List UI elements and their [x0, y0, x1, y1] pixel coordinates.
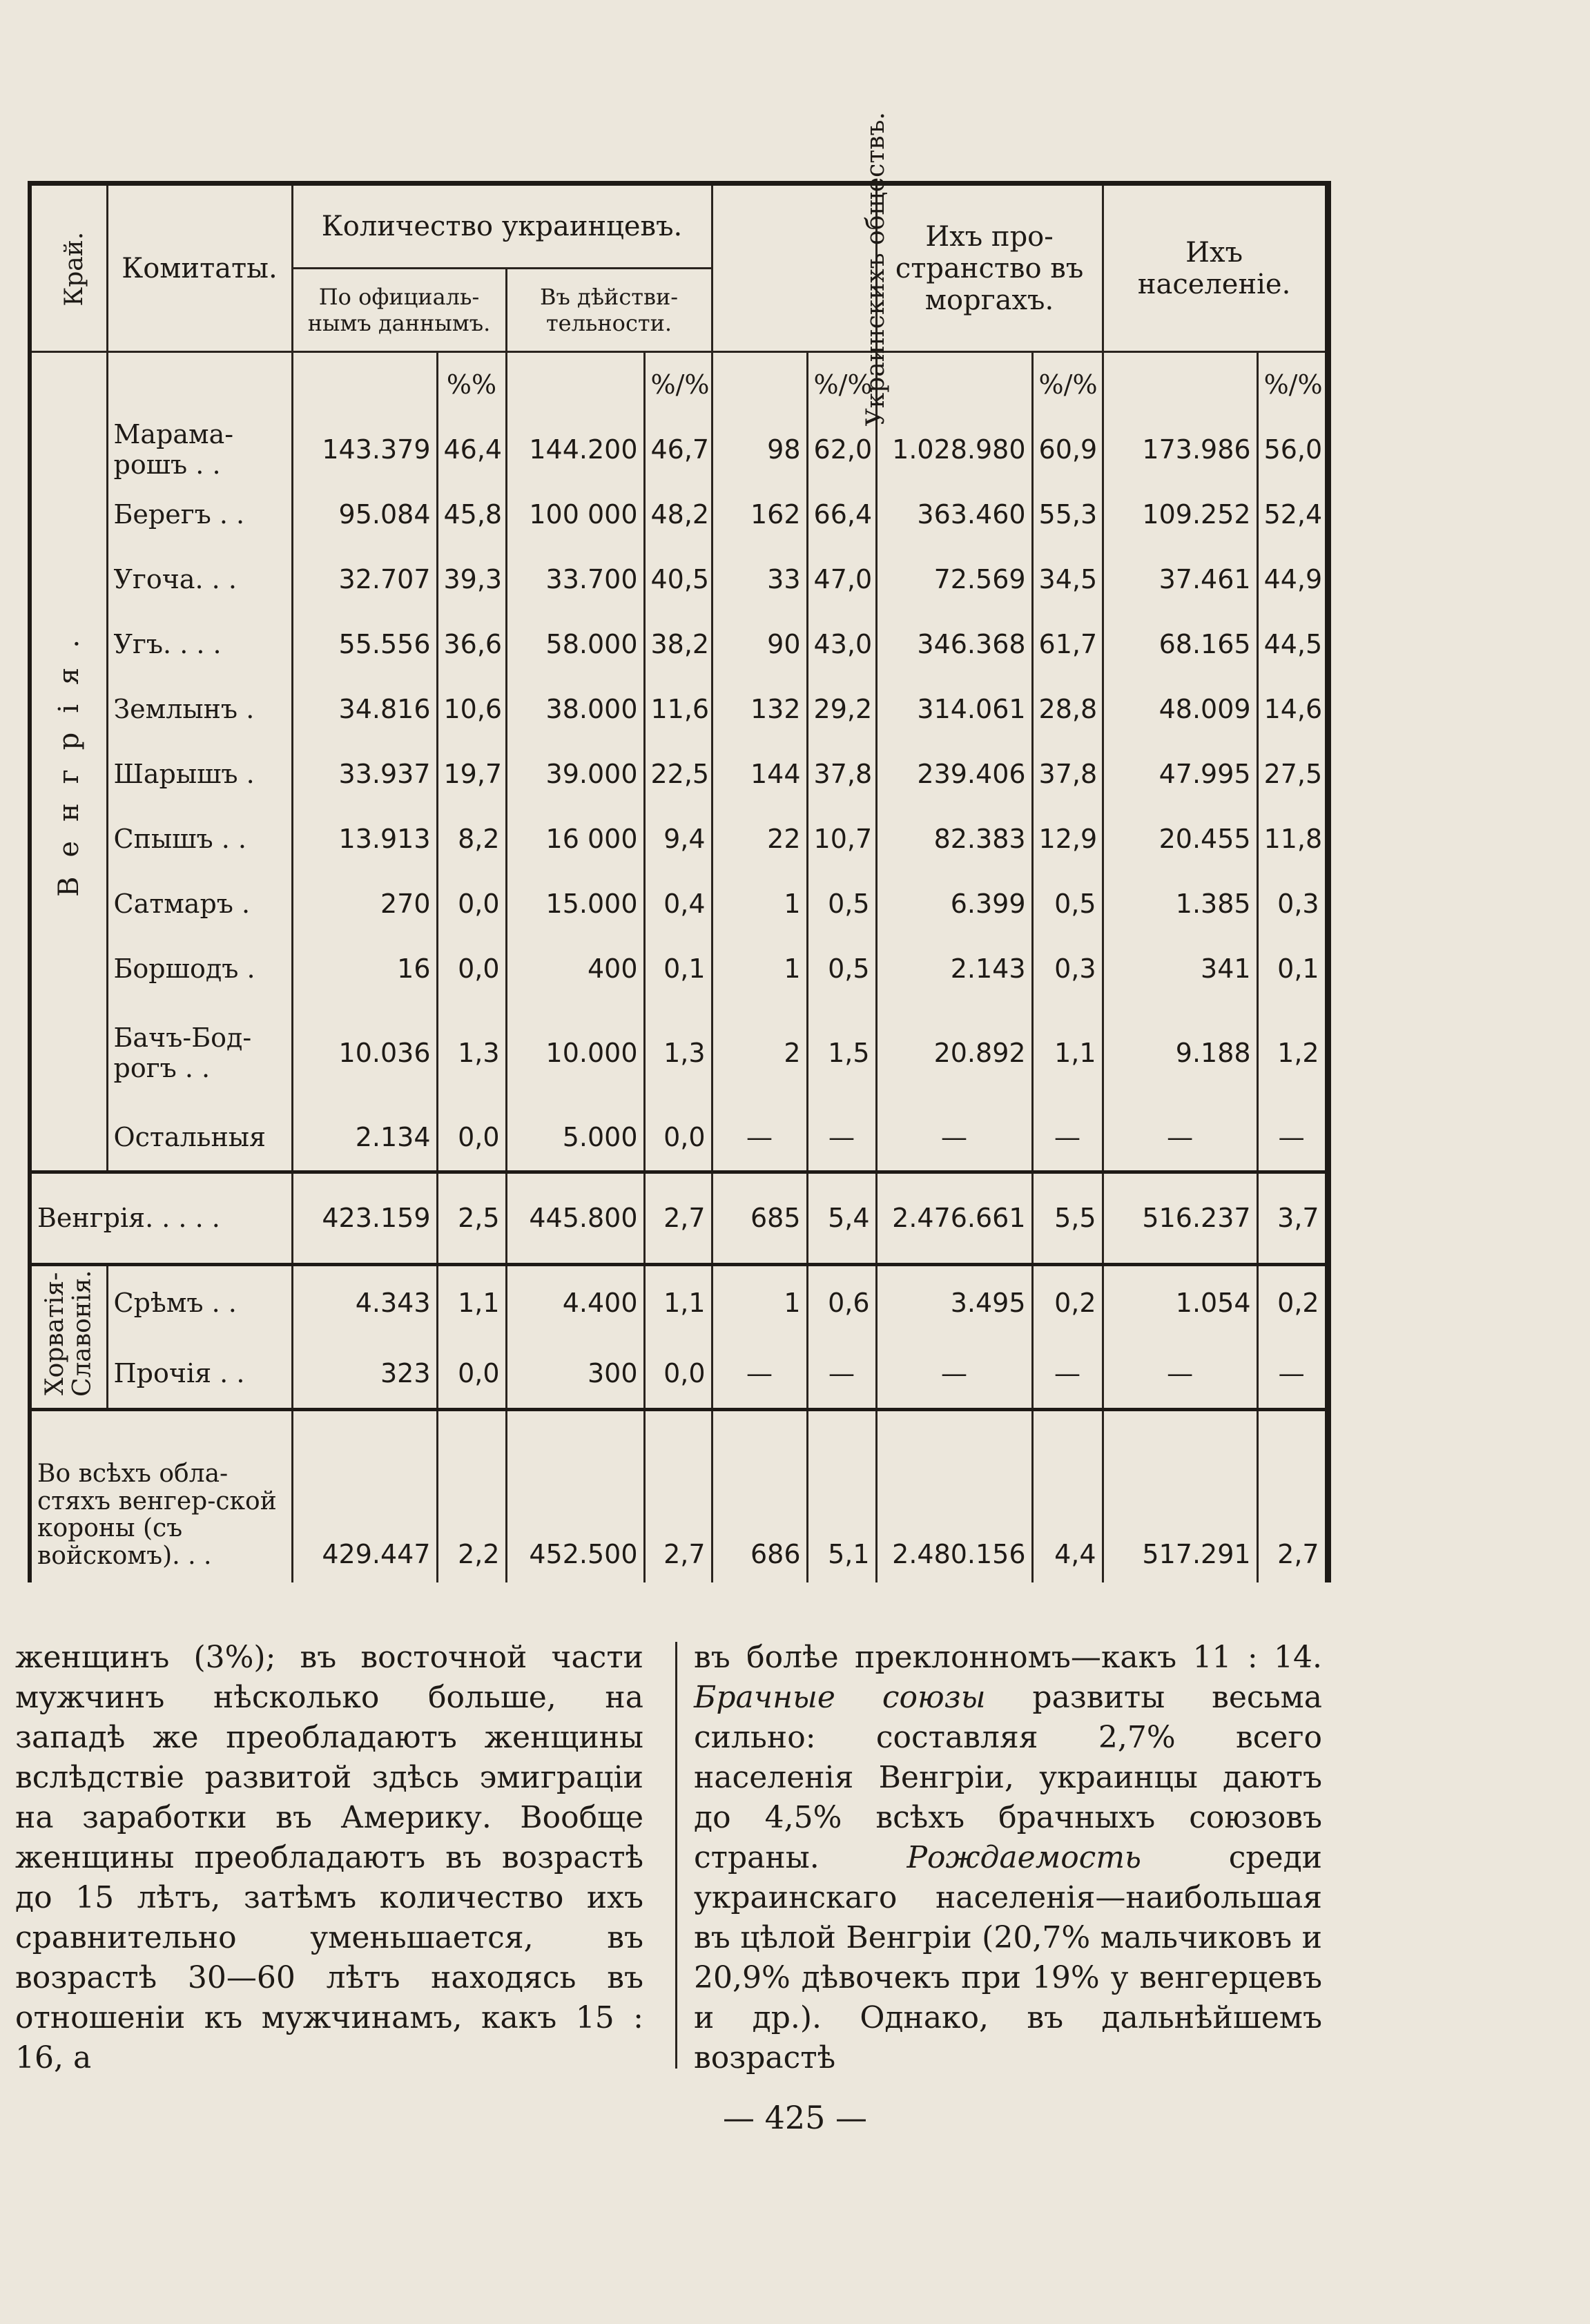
cell-actual: 100 000 [506, 483, 644, 548]
cell-area: 1.028.980 [876, 418, 1032, 483]
cell-actual-pct: 0,0 [644, 1105, 712, 1172]
cell-official: 270 [292, 872, 437, 937]
komitat-name: Бачъ-Бод-рогъ . . [107, 1002, 292, 1105]
cell-population: 9.188 [1103, 1002, 1257, 1105]
cell-area-pct: 0,3 [1032, 937, 1103, 1002]
cell-population: 47.995 [1103, 742, 1257, 807]
cell-official: 33.937 [292, 742, 437, 807]
cell-official-pct: 45,8 [437, 483, 506, 548]
cell-official: 429.447 [292, 1410, 437, 1582]
komitat-name: Берегъ . . [107, 483, 292, 548]
cell-official-pct: 0,0 [437, 1105, 506, 1172]
cell-communities-pct: 66,4 [807, 483, 876, 548]
cell-population-pct: 56,0 [1257, 418, 1328, 483]
cell-communities-pct: 0,5 [807, 872, 876, 937]
cell-official: 2.134 [292, 1105, 437, 1172]
cell-area: 363.460 [876, 483, 1032, 548]
cell-population: 68.165 [1103, 612, 1257, 677]
cell-communities-pct: 43,0 [807, 612, 876, 677]
cell-actual-pct: 38,2 [644, 612, 712, 677]
table-row [30, 548, 1328, 612]
cell-actual: 452.500 [506, 1410, 644, 1582]
cell-official: 13.913 [292, 807, 437, 872]
cell-official-pct: 46,4 [437, 418, 506, 483]
cell-communities-pct: 0,6 [807, 1265, 876, 1341]
region-croatia-label: Хорватія-Славонія. [30, 1265, 107, 1410]
cell-population: 516.237 [1103, 1172, 1257, 1265]
cell-official: 10.036 [292, 1002, 437, 1105]
cell-official: 16 [292, 937, 437, 1002]
cell-population-pct: 44,5 [1257, 612, 1328, 677]
cell-empty-dash: — [1103, 1105, 1257, 1172]
cell-area: 6.399 [876, 872, 1032, 937]
pct-unit: %/% [1032, 352, 1103, 418]
cell-population: 341 [1103, 937, 1257, 1002]
cell-actual: 5.000 [506, 1105, 644, 1172]
cell-official: 32.707 [292, 548, 437, 612]
cell-population: 1.385 [1103, 872, 1257, 937]
grand-total-row [30, 1410, 1328, 1582]
page-number: — 425 — [722, 2099, 868, 2136]
total-row-hungary [30, 1172, 1328, 1265]
body-paragraph: женщинъ (3%); въ восточной части мужчинъ нѣсколько больше, на западѣ же преобладаютъ женщины вслѣдствіе развитой здѣсь эмиграціи на заработки въ Америку. Вообще женщины преобладаютъ въ возрастѣ до 15 лѣтъ, затѣмъ количество ихъ сравнительно уменьшается, въ возрастѣ 30—60 лѣтъ находясь въ отношеніи къ мужчинамъ, какъ 15 : 16, а [15, 1640, 643, 2075]
table-row [30, 1341, 1328, 1410]
komitat-name: Угоча. . . [107, 548, 292, 612]
cell-population-pct: 1,2 [1257, 1002, 1328, 1105]
komitat-name: Шарышъ . [107, 742, 292, 807]
text-column-right [694, 1638, 1322, 2078]
cell-area-pct: 0,2 [1032, 1265, 1103, 1341]
cell-area: 239.406 [876, 742, 1032, 807]
cell-actual: 38.000 [506, 677, 644, 742]
cell-area-pct: 55,3 [1032, 483, 1103, 548]
komitat-name: Спышъ . . [107, 807, 292, 872]
cell-area: 20.892 [876, 1002, 1032, 1105]
table-row [30, 483, 1328, 548]
cell-actual: 39.000 [506, 742, 644, 807]
cell-official-pct: 8,2 [437, 807, 506, 872]
cell-communities: 1 [712, 937, 807, 1002]
cell-actual-pct: 0,1 [644, 937, 712, 1002]
cell-official: 143.379 [292, 418, 437, 483]
cell-actual-pct: 0,0 [644, 1341, 712, 1410]
cell-population-pct: 27,5 [1257, 742, 1328, 807]
cell-actual-pct: 11,6 [644, 677, 712, 742]
cell-area-pct: 28,8 [1032, 677, 1103, 742]
cell-actual-pct: 1,1 [644, 1265, 712, 1341]
cell-population-pct: 0,1 [1257, 937, 1328, 1002]
cell-population: 517.291 [1103, 1410, 1257, 1582]
cell-empty-dash: — [876, 1105, 1032, 1172]
cell-empty-dash: — [807, 1341, 876, 1410]
pct-unit: %/% [807, 352, 876, 418]
table-row [30, 418, 1328, 483]
header-actual: Въ дѣйстви-тельности. [506, 269, 712, 352]
cell-communities: 33 [712, 548, 807, 612]
komitat-name: Остальныя [107, 1105, 292, 1172]
grand-total-label: Во всѣхъ обла-стяхъ венгер-ской короны (съ войскомъ). . . [30, 1410, 292, 1582]
table-row [30, 872, 1328, 937]
cell-official-pct: 0,0 [437, 872, 506, 937]
cell-area-pct: 1,1 [1032, 1002, 1103, 1105]
cell-empty-dash: — [1032, 1341, 1103, 1410]
cell-area: 82.383 [876, 807, 1032, 872]
cell-area: 2.480.156 [876, 1410, 1032, 1582]
text-fragment: развиты весьма сильно: составляя 2,7% всего населенія Венгріи, украинцы даютъ до 4,5% всѣхъ брачныхъ союзовъ страны. [694, 1680, 1322, 1875]
table-row [30, 807, 1328, 872]
cell-empty-dash: — [1257, 1341, 1328, 1410]
cell-population-pct: 0,2 [1257, 1265, 1328, 1341]
cell-communities-pct: 62,0 [807, 418, 876, 483]
cell-actual: 16 000 [506, 807, 644, 872]
cell-area: 2.143 [876, 937, 1032, 1002]
cell-area-pct: 4,4 [1032, 1410, 1103, 1582]
cell-communities: 1 [712, 872, 807, 937]
header-population: Ихъ населеніе. [1103, 184, 1328, 352]
cell-communities-pct: 10,7 [807, 807, 876, 872]
cell-communities-pct: 29,2 [807, 677, 876, 742]
cell-actual-pct: 2,7 [644, 1172, 712, 1265]
cell-area: 2.476.661 [876, 1172, 1032, 1265]
cell-official-pct: 39,3 [437, 548, 506, 612]
cell-actual-pct: 40,5 [644, 548, 712, 612]
header-communities: Украинскихъ обществъ. [712, 184, 876, 352]
cell-communities: 1 [712, 1265, 807, 1341]
cell-actual-pct: 46,7 [644, 418, 712, 483]
komitat-name: Марама-рошъ . . [107, 418, 292, 483]
cell-empty-dash: — [807, 1105, 876, 1172]
table-row [30, 1105, 1328, 1172]
cell-official-pct: 36,6 [437, 612, 506, 677]
statistics-table [28, 111, 1331, 1582]
cell-official-pct: 2,2 [437, 1410, 506, 1582]
region-hungary-label: Венгрія. [30, 352, 107, 1172]
cell-area-pct: 12,9 [1032, 807, 1103, 872]
cell-actual-pct: 0,4 [644, 872, 712, 937]
cell-population-pct: 14,6 [1257, 677, 1328, 742]
komitat-name: Боршодъ . [107, 937, 292, 1002]
cell-empty-dash: — [712, 1341, 807, 1410]
cell-actual: 15.000 [506, 872, 644, 937]
komitat-name: Землынъ . [107, 677, 292, 742]
cell-communities: 685 [712, 1172, 807, 1265]
cell-official-pct: 1,1 [437, 1265, 506, 1341]
cell-area: 314.061 [876, 677, 1032, 742]
cell-official: 55.556 [292, 612, 437, 677]
cell-actual-pct: 2,7 [644, 1410, 712, 1582]
table-row [30, 677, 1328, 742]
emphasis-birthrate: Рождаемость [907, 1840, 1141, 1875]
cell-official: 95.084 [292, 483, 437, 548]
cell-communities-pct: 5,4 [807, 1172, 876, 1265]
cell-population-pct: 44,9 [1257, 548, 1328, 612]
text-fragment: въ болѣе преклонномъ—какъ 11 : 14. [694, 1640, 1322, 1675]
cell-population: 37.461 [1103, 548, 1257, 612]
cell-actual: 400 [506, 937, 644, 1002]
cell-population: 1.054 [1103, 1265, 1257, 1341]
komitat-name: Сатмаръ . [107, 872, 292, 937]
cell-communities: 132 [712, 677, 807, 742]
cell-communities: 90 [712, 612, 807, 677]
cell-area-pct: 37,8 [1032, 742, 1103, 807]
cell-official-pct: 10,6 [437, 677, 506, 742]
table-row [30, 742, 1328, 807]
cell-communities: 686 [712, 1410, 807, 1582]
header-area: Ихъ про-странство въ моргахъ. [876, 184, 1103, 352]
cell-population-pct: 3,7 [1257, 1172, 1328, 1265]
cell-communities-pct: 37,8 [807, 742, 876, 807]
cell-empty-dash: — [1032, 1105, 1103, 1172]
cell-area: 3.495 [876, 1265, 1032, 1341]
komitat-name: Срѣмъ . . [107, 1265, 292, 1341]
cell-official: 423.159 [292, 1172, 437, 1265]
cell-population: 20.455 [1103, 807, 1257, 872]
cell-actual: 300 [506, 1341, 644, 1410]
cell-official: 34.816 [292, 677, 437, 742]
cell-communities-pct: 5,1 [807, 1410, 876, 1582]
table-row [30, 1002, 1328, 1105]
cell-official-pct: 1,3 [437, 1002, 506, 1105]
cell-area-pct: 34,5 [1032, 548, 1103, 612]
cell-official: 4.343 [292, 1265, 437, 1341]
cell-official-pct: 0,0 [437, 1341, 506, 1410]
cell-area-pct: 0,5 [1032, 872, 1103, 937]
cell-area-pct: 60,9 [1032, 418, 1103, 483]
cell-actual: 445.800 [506, 1172, 644, 1265]
cell-population-pct: 2,7 [1257, 1410, 1328, 1582]
body-paragraph [694, 1638, 1322, 2078]
cell-actual-pct: 48,2 [644, 483, 712, 548]
cell-communities-pct: 47,0 [807, 548, 876, 612]
cell-official-pct: 19,7 [437, 742, 506, 807]
cell-actual-pct: 22,5 [644, 742, 712, 807]
cell-population: 173.986 [1103, 418, 1257, 483]
cell-communities: 22 [712, 807, 807, 872]
column-divider [675, 1642, 677, 2069]
cell-actual: 33.700 [506, 548, 644, 612]
table-row [30, 1265, 1328, 1341]
cell-empty-dash: — [712, 1105, 807, 1172]
cell-communities: 162 [712, 483, 807, 548]
text-column-left [15, 1638, 643, 2078]
cell-population-pct: 52,4 [1257, 483, 1328, 548]
cell-population-pct: 0,3 [1257, 872, 1328, 937]
cell-communities: 144 [712, 742, 807, 807]
total-label: Венгрія. . . . . [30, 1172, 292, 1265]
cell-empty-dash: — [876, 1341, 1032, 1410]
cell-population: 48.009 [1103, 677, 1257, 742]
cell-actual: 10.000 [506, 1002, 644, 1105]
cell-official: 323 [292, 1341, 437, 1410]
header-official: По официаль-нымъ даннымъ. [292, 269, 506, 352]
table-row [30, 937, 1328, 1002]
cell-empty-dash: — [1257, 1105, 1328, 1172]
cell-communities: 2 [712, 1002, 807, 1105]
header-komitat: Комитаты. [107, 184, 292, 352]
cell-population: 109.252 [1103, 483, 1257, 548]
cell-actual-pct: 9,4 [644, 807, 712, 872]
cell-area: 346.368 [876, 612, 1032, 677]
komitat-name: Прочія . . [107, 1341, 292, 1410]
komitat-name: Угъ. . . . [107, 612, 292, 677]
cell-actual: 4.400 [506, 1265, 644, 1341]
cell-actual: 58.000 [506, 612, 644, 677]
cell-communities-pct: 0,5 [807, 937, 876, 1002]
cell-area: 72.569 [876, 548, 1032, 612]
cell-official-pct: 2,5 [437, 1172, 506, 1265]
cell-population-pct: 11,8 [1257, 807, 1328, 872]
cell-official-pct: 0,0 [437, 937, 506, 1002]
header-region: Край. [30, 184, 107, 352]
cell-empty-dash: — [1103, 1341, 1257, 1410]
text-fragment: среди украинскаго населенія—наибольшая въ цѣлой Венгріи (20,7% мальчиковъ и 20,9% дѣвочекъ при 19% у венгерцевъ и др.). Однако, въ дальнѣйшемъ возрастѣ [694, 1840, 1322, 2075]
cell-area-pct: 61,7 [1032, 612, 1103, 677]
cell-actual: 144.200 [506, 418, 644, 483]
table-row [30, 612, 1328, 677]
emphasis-marriage: Брачные союзы [694, 1680, 986, 1715]
cell-communities-pct: 1,5 [807, 1002, 876, 1105]
pct-unit: %/% [1257, 352, 1328, 418]
header-count: Количество украинцевъ. [292, 184, 712, 269]
pct-unit: %% [437, 352, 506, 418]
pct-unit: %/% [644, 352, 712, 418]
cell-area-pct: 5,5 [1032, 1172, 1103, 1265]
cell-actual-pct: 1,3 [644, 1002, 712, 1105]
cell-communities: 98 [712, 418, 807, 483]
